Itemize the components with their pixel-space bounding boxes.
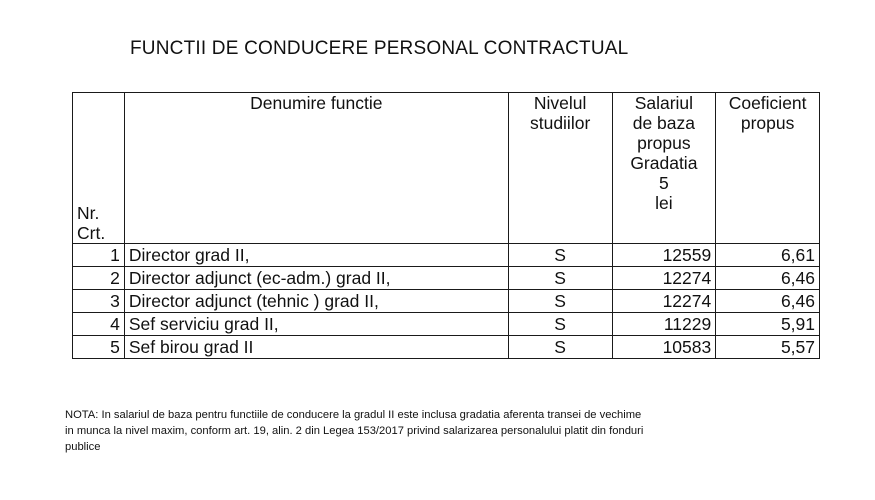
cell-coeficient: 6,46	[716, 267, 820, 290]
cell-nivel: S	[508, 244, 612, 267]
cell-denumire: Sef serviciu grad II,	[124, 313, 508, 336]
nota-line-3: publice	[65, 441, 101, 453]
table-header-row	[73, 93, 820, 244]
header-coeficient-propus	[716, 93, 820, 244]
cell-denumire: Director adjunct (tehnic ) grad II,	[124, 290, 508, 313]
table-row	[73, 267, 820, 290]
nota-line-1: NOTA: In salariul de baza pentru functiile de conducere la gradul II este inclusa gradatia aferenta transei de vechime	[65, 409, 642, 421]
header-crt-line: Crt.	[77, 223, 106, 243]
header-sal-line-4: Gradatia	[630, 153, 698, 173]
cell-denumire: Sef birou grad II	[124, 336, 508, 359]
cell-nr: 2	[73, 267, 125, 290]
table-row	[73, 244, 820, 267]
header-nivel-line-1: Nivelul	[533, 93, 587, 113]
header-sal-line-1: Salariul	[634, 93, 694, 113]
cell-coeficient: 5,57	[716, 336, 820, 359]
cell-coeficient: 6,46	[716, 290, 820, 313]
header-nr-crt	[73, 93, 125, 244]
cell-nivel: S	[508, 290, 612, 313]
header-coef-line-1: Coeficient	[728, 93, 807, 113]
functions-table	[72, 92, 820, 359]
header-nivelul-studiilor	[508, 93, 612, 244]
table-row	[73, 336, 820, 359]
cell-nivel: S	[508, 313, 612, 336]
header-nr-line: Nr.	[77, 203, 100, 223]
header-sal-line-6: lei	[655, 193, 673, 213]
cell-salariu: 11229	[612, 313, 716, 336]
cell-salariu: 12559	[612, 244, 716, 267]
document-title: FUNCTII DE CONDUCERE PERSONAL CONTRACTUAL	[130, 38, 629, 59]
cell-coeficient: 6,61	[716, 244, 820, 267]
table-row	[73, 290, 820, 313]
cell-salariu: 12274	[612, 290, 716, 313]
cell-coeficient: 5,91	[716, 313, 820, 336]
header-sal-line-2: de baza	[632, 113, 696, 133]
table-row	[73, 313, 820, 336]
nota-line-2: in munca la nivel maxim, conform art. 19, alin. 2 din Legea 153/2017 privind salarizarea personalului platit din fonduri	[65, 425, 644, 437]
cell-salariu: 12274	[612, 267, 716, 290]
cell-nr: 1	[73, 244, 125, 267]
cell-nivel: S	[508, 267, 612, 290]
header-denumire-functie: Denumire functie	[124, 93, 508, 244]
cell-denumire: Director adjunct (ec-adm.) grad II,	[124, 267, 508, 290]
cell-nivel: S	[508, 336, 612, 359]
header-salariul-de-baza	[612, 93, 716, 244]
cell-salariu: 10583	[612, 336, 716, 359]
cell-denumire: Director grad II,	[124, 244, 508, 267]
header-sal-line-3: propus	[637, 133, 691, 153]
cell-nr: 5	[73, 336, 125, 359]
header-sal-line-5: 5	[659, 173, 669, 193]
header-coef-line-2: propus	[740, 113, 795, 133]
cell-nr: 4	[73, 313, 125, 336]
header-nivel-line-2: studiilor	[529, 113, 591, 133]
footnote-nota	[65, 407, 825, 455]
cell-nr: 3	[73, 290, 125, 313]
